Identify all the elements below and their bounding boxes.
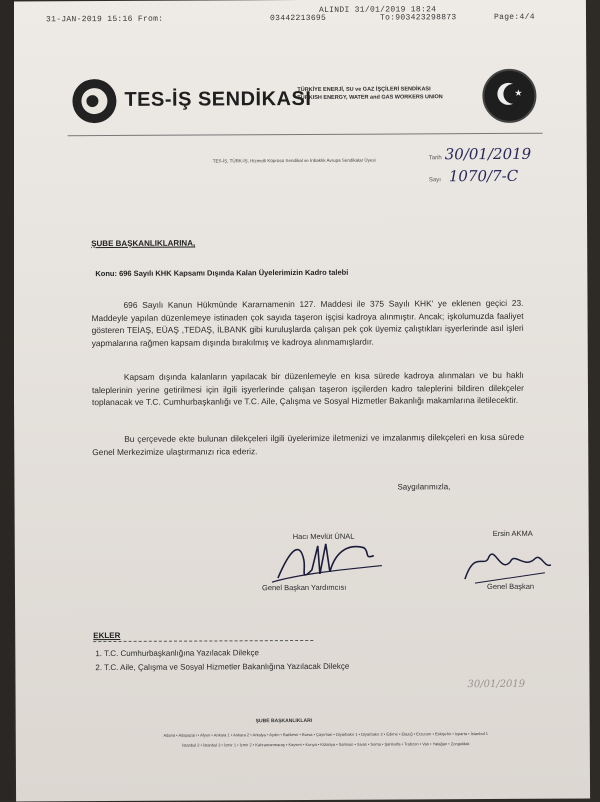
signatory-right-title: Genel Başkan (486, 581, 535, 592)
attachment-item-2: 2. T.C. Aile, Çalışma ve Sosyal Hizmetler Bakanlığına Yazılacak Dilekçe (95, 661, 350, 673)
closing: Saygılarımızla, (397, 482, 451, 492)
handwritten-date: 30/01/2019 (444, 144, 532, 164)
signatory-left-title: Genel Başkan Yardımcısı (261, 582, 347, 593)
signatory-right-name: Ersin AKMA (492, 528, 533, 538)
fax-header-left: 31-JAN-2019 15:16 From: (45, 14, 164, 25)
branches-heading: ŞUBE BAŞKANLIKLARI (255, 717, 313, 725)
recipient-heading: ŞUBE BAŞKANLIKLARINA, (91, 238, 196, 249)
attachments-divider (93, 640, 313, 642)
paragraph-1: 696 Sayılı Kanun Hükmünde Kararnamenin 127. Maddesi ile 375 Sayılı KHK' ye eklenen geçici 23. Maddeyle yapılan düzenlemeye istinaden çok sayıda taşeron işçisi kadroya alınmıştır. Ancak; işkolumuzda faaliyet gösteren TEİAŞ, EÜAŞ ,TEDAŞ, İLBANK gibi kuruluşlarda çalışan pek çok üyemiz çalıştıkları işyerlerinde asıl işleri yapmalarına rağmen kapsam dışında bırakılmış ve kadroya alınmamışlardır. (91, 297, 524, 348)
background-edge (0, 0, 14, 800)
union-logo (72, 79, 116, 123)
sayi-label: Sayı (428, 177, 441, 184)
branches-line-1: Adana • Adapazarı • Afyon • Ankara 1 • Ankara 2 • Antalya • Aydın • Balıkesir • Bursa • Çayırhan • Diyarbakır 1 • Diyarbakır 2 • Edirne • Elazığ • Erzurum • Eskişehir • Isparta • İstanbul 1 (163, 731, 489, 738)
fax-from-number: 03442213695 (269, 13, 327, 24)
paragraph-2: Kapsam dışında kalanların yapılacak bir düzenlemeyle en kısa sürede kadroya alınmaları ve bu haklı taleplerinin yerine getirilmesi için ilgili işyerlerinde çalışan taşeron işçilerden kadro taleplerini bildiren dilekçeler toplanacak ve T.C. Cumhurbaşkanlığı ve T.C. Aile, Çalışma ve Sosyal Hizmetler Bakanlığı makamlarına iletilecektir. (91, 369, 524, 408)
signatory-left-name: Hacı Mevlüt ÜNAL (292, 531, 355, 542)
org-name: TES-İŞ SENDİKASI (124, 87, 312, 111)
handwritten-number: 1070/7-C (448, 166, 519, 186)
membership-line: TES-İŞ, TÜRK-İŞ, Hizmetli Köprüsü Sendikal ve İnbaklık Avrupa Sendikalar Üyesi (212, 157, 376, 164)
left-signature (270, 530, 390, 591)
header-divider (68, 133, 543, 136)
fax-received: ALINDI 31/01/2019 18:24 (318, 5, 437, 15)
ghost-date: 30/01/2019 (467, 678, 526, 691)
crescent-star-seal: ★ (482, 69, 536, 123)
subject-line: Konu: 696 Sayılı KHK Kapsamı Dışında Kalan Üyelerimizin Kadro talebi (95, 267, 349, 279)
org-full-name: TÜRKİYE ENERJİ, SU ve GAZ İŞÇİLERİ SENDİKASI TURKISH ENERGY, WATER and GAS WORKERS UNION (297, 86, 443, 102)
attachment-item-1: 1. T.C. Cumhurbaşkanlığına Yazılacak Dilekçe (95, 648, 259, 659)
attachments-heading: EKLER (93, 630, 121, 641)
date-label: Tarih (428, 155, 442, 162)
document-page (12, 0, 590, 801)
branches-line-2: İstanbul 2 • İstanbul 3 • İzmir 1 • İzmir 2 • Kahramanmaraş • Kayseri • Konya • Kütahya • Samsun • Sivas • Soma • Şanlıurfa • Trabzon • Van • Yatağan • Zonguldak (182, 741, 470, 748)
paragraph-3: Bu çerçevede ekte bulunan dilekçeleri ilgili üyelerimize iletmenizi ve imzalanmış dilekçeleri en kısa sürede Genel Merkezimize ulaştırmanızı rica ederiz. (92, 431, 525, 457)
fax-page: Page:4/4 (493, 12, 535, 22)
fax-to: To:903423298873 (379, 13, 457, 23)
